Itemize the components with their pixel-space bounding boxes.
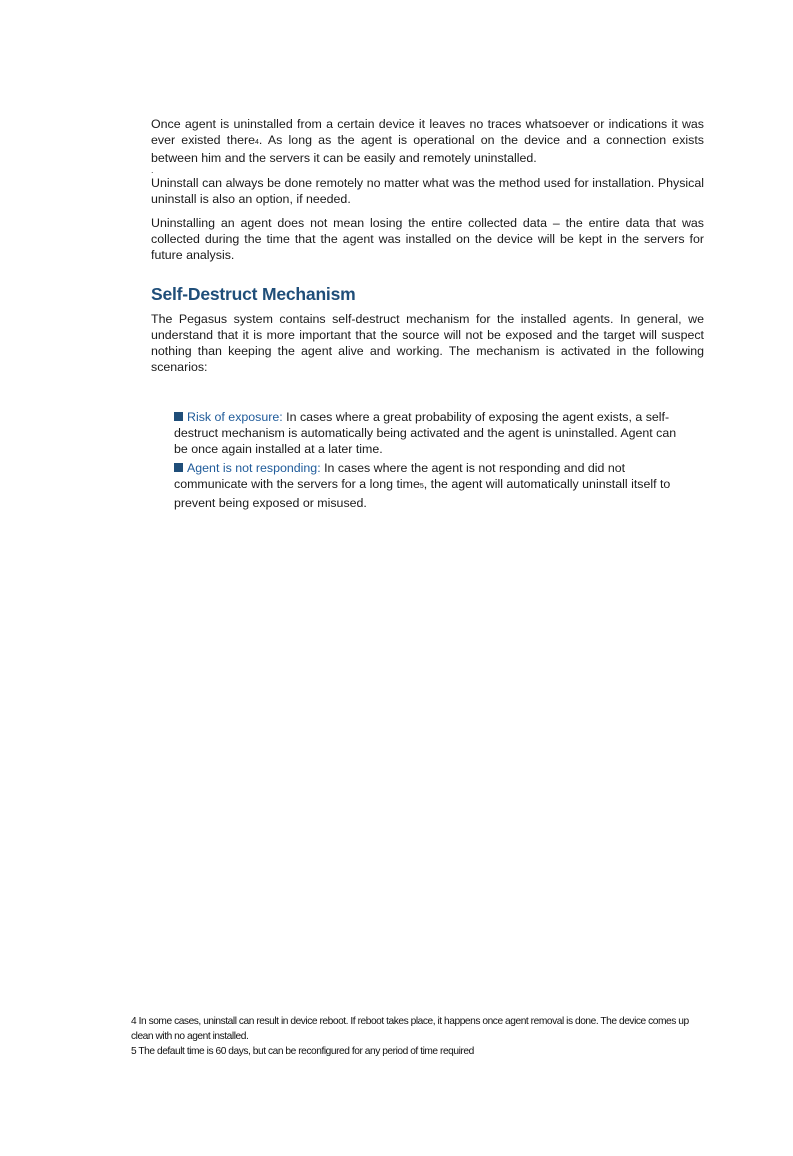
scenario-list [174, 409, 689, 511]
footnote-ref-4[interactable]: 4 [255, 138, 259, 146]
footnote-ref-5[interactable]: 5 [419, 482, 424, 490]
list-item [174, 460, 689, 511]
stray-dot: . [151, 165, 154, 176]
paragraph-remote-uninstall: Uninstall can always be done remotely no matter what was the method used for installation. Physical uninstall is also an option, if needed. [151, 176, 704, 207]
document-body [151, 117, 704, 514]
bullet-text: , the agent will automatically uninstall itself to prevent being exposed or misused. [174, 476, 671, 510]
paragraph-uninstall-traces [151, 117, 704, 166]
section-title: Self-Destruct Mechanism [151, 284, 356, 305]
footnote-4: 4 In some cases, uninstall can result in device reboot. If reboot takes place, it happens once agent removal is done. The device comes up clean with no agent installed. [131, 1016, 689, 1042]
bullet-text: In cases where the agent is not responding and did not communicate with the servers for a long time [174, 460, 626, 491]
bullet-text: In cases where a great probability of exposing the agent exists, a self-destruct mechanism is automatically being activated and the agent is uninstalled. Agent can be once again installed at a later time. [174, 409, 677, 456]
paragraph-data-retention: Uninstalling an agent does not mean losing the entire collected data – the entire data that was collected during the time that the agent was installed on the device will be kept in the servers for future analysis. [151, 215, 704, 262]
bullet-label: Risk of exposure: [187, 409, 283, 424]
square-bullet-icon [174, 463, 183, 472]
paragraph-text: . As long as the agent is operational on the device and a connection exists between him and the servers it can be easily and remotely uninstalled. [151, 132, 704, 165]
square-bullet-icon [174, 412, 183, 421]
bullet-label: Agent is not responding: [187, 460, 321, 475]
list-item [174, 409, 689, 457]
footnotes [131, 1014, 711, 1059]
footnote-5: 5 The default time is 60 days, but can be reconfigured for any period of time required [131, 1046, 474, 1057]
paragraph-text: Once agent is uninstalled from a certain device it leaves no traces whatsoever or indications it was ever existed there [151, 117, 704, 147]
section-intro: The Pegasus system contains self-destruct mechanism for the installed agents. In general, we understand that it is more important that the source will not be exposed and the target will suspect nothing than keeping the agent alive and working. The mechanism is activated in the following scenarios: [151, 312, 704, 374]
